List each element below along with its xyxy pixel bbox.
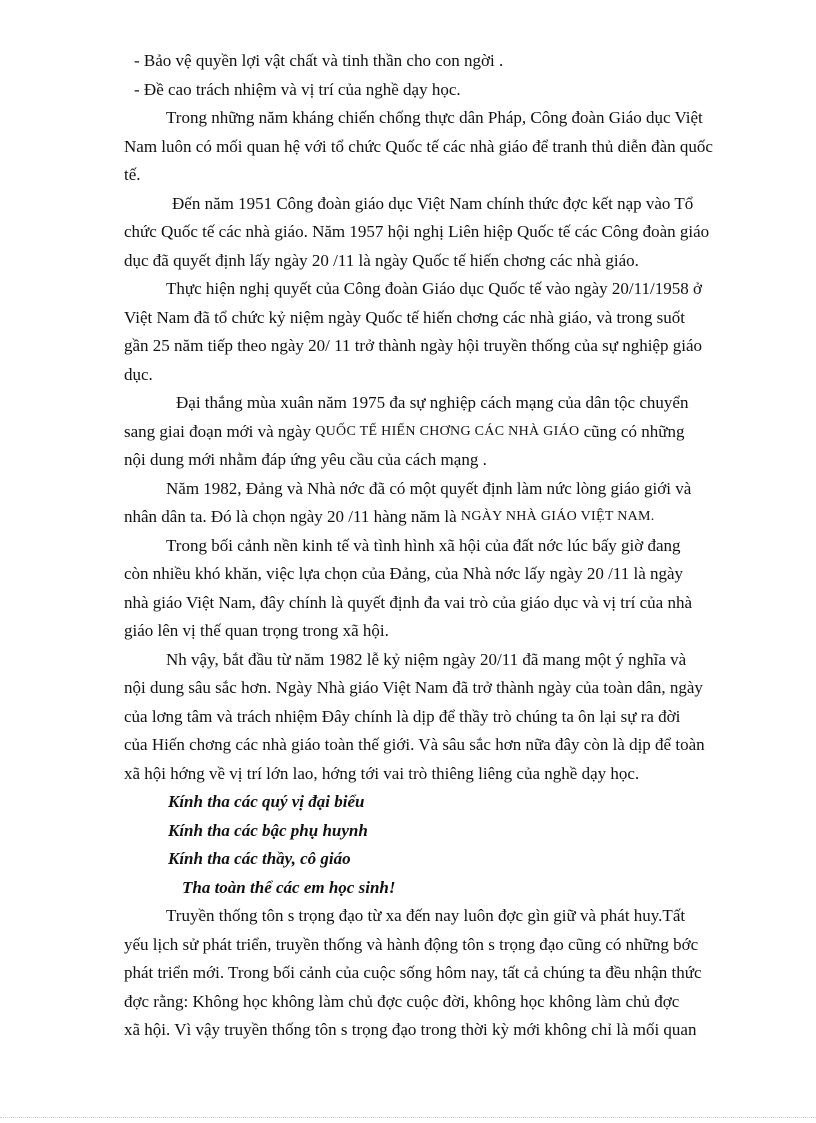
text-line: xã hội hớng về vị trí lớn lao, hớng tới vai trò thiêng liêng của nghề dạy học. — [124, 763, 640, 783]
text-line: của Hiến chơng các nhà giáo toàn thế giới. Và sâu sắc hơn nữa đây còn là dịp để toàn — [124, 735, 705, 754]
caps-emphasis: NGÀY NHÀ GIÁO VIỆT NAM. — [460, 509, 655, 524]
text-line: Nam luôn có mối quan hệ với tổ chức Quốc tế các nhà giáo để tranh thủ diễn đàn quốc — [124, 136, 713, 156]
text-line: dục. — [124, 364, 153, 384]
greeting-line: Tha toàn thể các em học sinh! — [182, 877, 396, 897]
text-line: nội dung sâu sắc hơn. Ngày Nhà giáo Việt Nam đã trở thành ngày của toàn dân, ngày — [124, 678, 703, 697]
greeting-line: Kính tha các quý vị đại biểu — [168, 792, 365, 811]
document-body — [124, 47, 770, 1045]
paragraph-first-line: Đến năm 1951 Công đoàn giáo dục Việt Nam chính thức đợc kết nạp vào Tổ — [172, 193, 694, 213]
text-line: dục đã quyết định lấy ngày 20 /11 là ngày Quốc tế hiến chơng các nhà giáo. — [124, 250, 639, 270]
text-line: tế. — [124, 165, 141, 184]
page-bottom-rule — [0, 1117, 816, 1118]
text-line: Việt Nam đã tổ chức kỷ niệm ngày Quốc tế hiến chơng các nhà giáo, và trong suốt — [124, 307, 686, 327]
text-line: - Bảo vệ quyền lợi vật chất và tinh thần cho con ngời . — [134, 51, 504, 70]
paragraph-first-line: Năm 1982, Đảng và Nhà nớc đã có một quyết định làm nức lòng giáo giới và — [166, 478, 692, 498]
text-line: nhà giáo Việt Nam, đây chính là quyết định đa vai trò của giáo dục và vị trí của nhà — [124, 592, 692, 612]
text-line: chức Quốc tế các nhà giáo. Năm 1957 hội nghị Liên hiệp Quốc tế các Công đoàn giáo — [124, 222, 710, 241]
text-line: đợc rằng: Không học không làm chủ đợc cuộc đời, không học không làm chủ đợc — [124, 991, 680, 1011]
greeting-line: Kính tha các thầy, cô giáo — [168, 849, 351, 868]
paragraph-first-line: Nh vậy, bắt đầu từ năm 1982 lễ kỷ niệm ngày 20/11 đã mang một ý nghĩa và — [166, 649, 687, 669]
paragraph-first-line: Trong những năm kháng chiến chống thực dân Pháp, Công đoàn Giáo dục Việt — [166, 108, 703, 127]
text-line: giáo lên vị thế quan trọng trong xã hội. — [124, 621, 389, 640]
greeting-line: Kính tha các bậc phụ huynh — [168, 820, 368, 840]
paragraph-first-line: Trong bối cảnh nền kinh tế và tình hình xã hội của đất nớc lúc bấy giờ đang — [166, 535, 681, 555]
text-line: nội dung mới nhằm đáp ứng yêu cầu của cách mạng . — [124, 450, 487, 469]
text-line: sang giai đoạn mới và ngày QUỐC TẾ HIẾN CHƠNG CÁC NHÀ GIÁO cũng có những — [124, 418, 770, 447]
text-line: của lơng tâm và trách nhiệm Đây chính là dịp để thầy trò chúng ta ôn lại sự ra đời — [124, 706, 681, 726]
text-line: nhân dân ta. Đó là chọn ngày 20 /11 hàng năm là NGÀY NHÀ GIÁO VIỆT NAM. — [124, 503, 770, 532]
text-line: phát triển mới. Trong bối cảnh của cuộc sống hôm nay, tất cả chúng ta đều nhận thức — [124, 963, 702, 982]
paragraph-first-line: Thực hiện nghị quyết của Công đoàn Giáo dục Quốc tế vào ngày 20/11/1958 ở — [166, 279, 702, 298]
text-line: gần 25 năm tiếp theo ngày 20/ 11 trở thành ngày hội truyền thống của sự nghiệp giáo — [124, 336, 702, 355]
paragraph-first-line: Truyền thống tôn s trọng đạo từ xa đến nay luôn đợc gìn giữ và phát huy.Tất — [166, 906, 686, 925]
text-line: xã hội. Vì vậy truyền thống tôn s trọng đạo trong thời kỳ mới không chỉ là mối quan — [124, 1020, 697, 1039]
caps-emphasis: QUỐC TẾ HIẾN CHƠNG CÁC NHÀ GIÁO — [315, 423, 580, 439]
text-line: - Đề cao trách nhiệm và vị trí của nghề dạy học. — [134, 79, 461, 99]
paragraph-first-line: Đại thắng mùa xuân năm 1975 đa sự nghiệp cách mạng của dân tộc chuyển — [176, 393, 689, 412]
text-line: yếu lịch sử phát triển, truyền thống và hành động tôn s trọng đạo cũng có những bớc — [124, 934, 699, 954]
text-line: còn nhiều khó khăn, việc lựa chọn của Đảng, của Nhà nớc lấy ngày 20 /11 là ngày — [124, 564, 684, 583]
